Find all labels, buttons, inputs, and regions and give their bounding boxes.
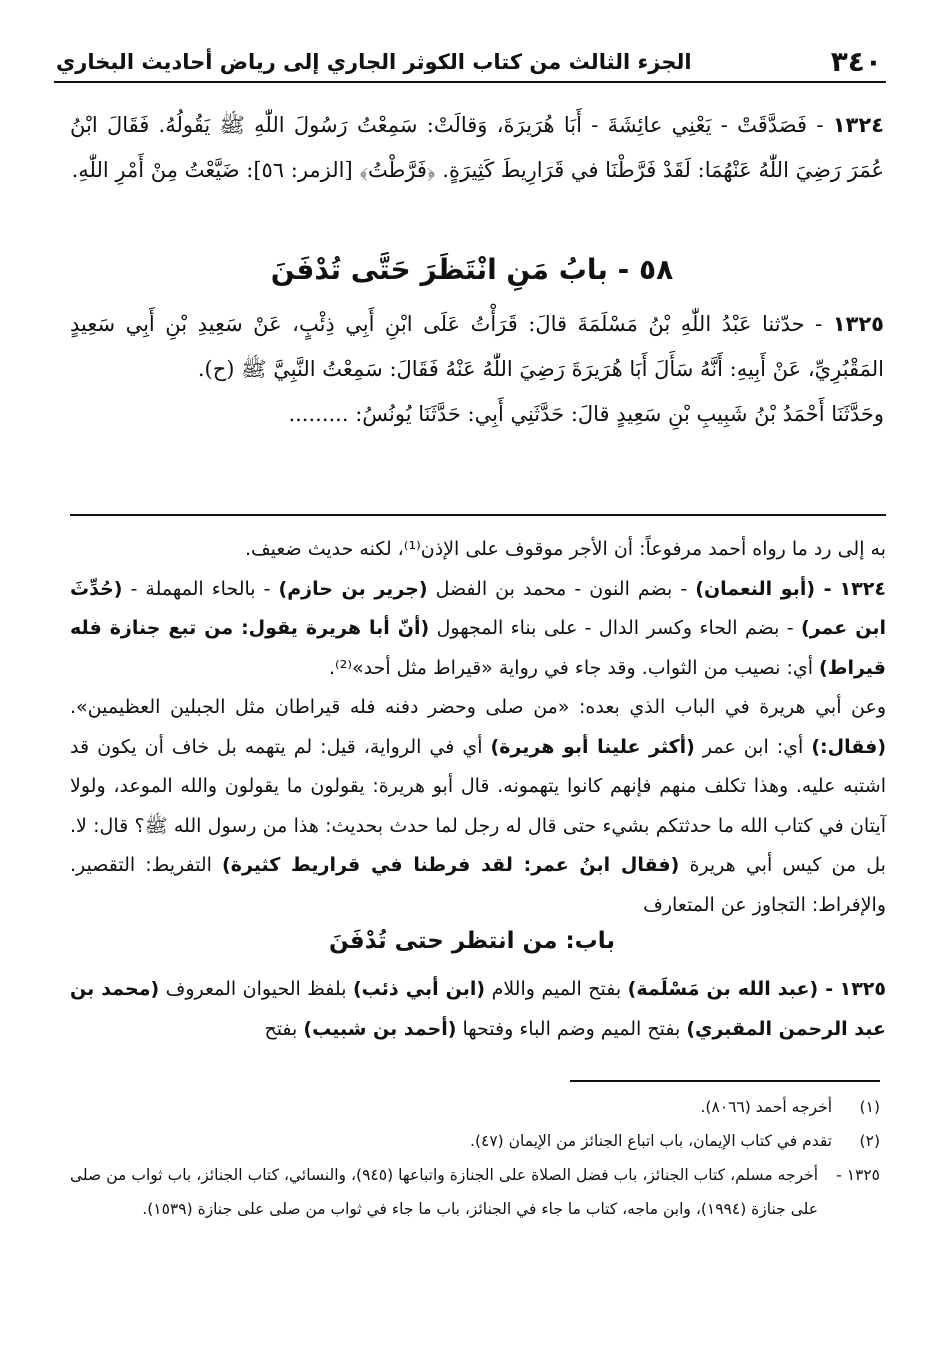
running-title: الجزء الثالث من كتاب الكوثر الجاري إلى رياض أحاديث البخاري — [56, 50, 692, 74]
hadith-text: - فَصَدَّقَتْ - يَعْنِي عائِشَةَ - أَبَا هُرَيرَةَ، وَقالَتْ: سَمِعْتُ رَسُولَ اللّٰهِ ﷺ يَقُولُهُ. فَقَالَ ابْنُ عُمَرَ رَضِيَ اللّٰهُ عَنْهُمَا: لَقَدْ فَرَّطْنَا في قَرَارِيطَ كَثِيرَةٍ. ﴿فَرَّطْتُ﴾ [الزمر: ٥٦]: ضَيَّعْتُ مِنْ أَمْرِ اللّٰهِ. — [70, 113, 884, 182]
commentary-paragraph: به إلى رد ما رواه أحمد مرفوعاً: أن الأجر موقوف على الإذن⁽¹⁾، لكنه حديث ضعيف. — [244, 538, 886, 560]
commentary-paragraph: وعن أبي هريرة في الباب الذي بعده: «من صلى وحضر دفنه فله قيراطان مثل الجبلين العظيمين». (فقال:) أي: ابن عمر (أكثر علينا أبو هريرة) أي في الرواية، قيل: لم يتهمه بل خاف أن يكون قد اشتبه عليه. وهذا تكلف منهم فإنهم كانوا يتهمونه. قال أبو هريرة: يقولون ما يقولون والله الموعد، ولولا آيتان في كتاب الله ما حدثتكم بشيء حتى قال له رجل لما حدث بحديث: هذا من رسول الله ﷺ؟ قال: لا. بل من كيس أبي هريرة (فقال ابنُ عمر: لقد فرطنا في قراريط كثيرة) التفريط: التقصير. والإفراط: التجاوز عن المتعارف — [70, 696, 887, 916]
page-number: ٣٤٠ — [830, 45, 882, 78]
footnote-text: أخرجه أحمد (٨٠٦٦). — [700, 1098, 832, 1116]
footnote — [70, 1090, 880, 1124]
hadith-continuation: وحَدَّثَنَا أَحْمَدُ بْنُ شَبِيبِ بْنِ سَعِيدٍ قالَ: حَدَّثَنِي أَبِي: حَدَّثَنَا يُونُسُ: ......... — [288, 402, 884, 426]
commentary-chapter-title: باب: من انتظر حتى تُدْفَنَ — [328, 928, 616, 954]
hadith-1325 — [70, 302, 884, 437]
footnotes — [70, 1090, 880, 1226]
footnote — [70, 1158, 880, 1226]
footnote-separator — [570, 1080, 880, 1082]
commentary — [70, 530, 886, 925]
hadith-1324 — [70, 103, 884, 193]
hadith-number: ١٣٢٤ — [832, 113, 885, 137]
footnote-marker: (١) — [859, 1098, 880, 1116]
footnote-marker: (٢) — [859, 1132, 880, 1150]
commentary-1325 — [70, 970, 886, 1049]
chapter-title: ٥٨ - بابُ مَنِ انْتَظَرَ حَتَّى تُدْفَنَ — [270, 253, 674, 286]
footnote — [70, 1124, 880, 1158]
commentary-paragraph: ١٣٢٤ - (أبو النعمان) - بضم النون - محمد بن الفضل (جرير بن حازم) - بالحاء المهملة - (حُدِّثَ ابن عمر) - بضم الحاء وكسر الدال - على بناء المجهول (أنّ أبا هريرة يقول: من تبع جنازة فله قيراط) أي: نصيب من الثواب. وقد جاء في رواية «قيراط مثل أحد»⁽²⁾. — [70, 577, 886, 679]
commentary-separator — [70, 514, 886, 516]
footnote-text: أخرجه مسلم، كتاب الجنائز، باب فضل الصلاة على الجنازة واتباعها (٩٤٥)، والنسائي، كتاب الجنائز، باب ثواب من صلى على جنازة (١٩٩٤)، وابن ماجه، كتاب ما جاء في الجنائز، باب ما جاء في ثواب من صلى على جنازة (١٥٣٩). — [70, 1166, 819, 1218]
hadith-number: ١٣٢٥ — [832, 312, 884, 336]
commentary-paragraph: ١٣٢٥ - (عبد الله بن مَسْلَمة) بفتح الميم واللام (ابن أبي ذئب) بلفظ الحيوان المعروف (محمد بن عبد الرحمن المقبري) بفتح الميم وضم الباء وفتحها (أحمد بن شبيب) بفتح — [70, 978, 886, 1040]
footnote-marker: ١٣٢٥ - — [836, 1166, 880, 1184]
hadith-text: - حدّثنا عَبْدُ اللّٰهِ بْنُ مَسْلَمَةَ قالَ: قَرَأْتُ عَلَى ابْنِ أَبِي ذِئْبٍ، عَنْ سَعِيدِ بْنِ أَبِي سَعِيدٍ المَقْبُرِيِّ، عَنْ أَبِيهِ: أَنَّهُ سَأَلَ أَبَا هُرَيرَةَ رَضِيَ اللّٰهُ عَنْهُ فَقَالَ: سَمِعْتُ النَّبِيَّ ﷺ (ح). — [70, 312, 884, 381]
header-rule — [54, 81, 886, 83]
footnote-text: تقدم في كتاب الإيمان، باب اتباع الجنائز من الإيمان (٤٧). — [470, 1132, 832, 1150]
page-header — [56, 34, 882, 78]
